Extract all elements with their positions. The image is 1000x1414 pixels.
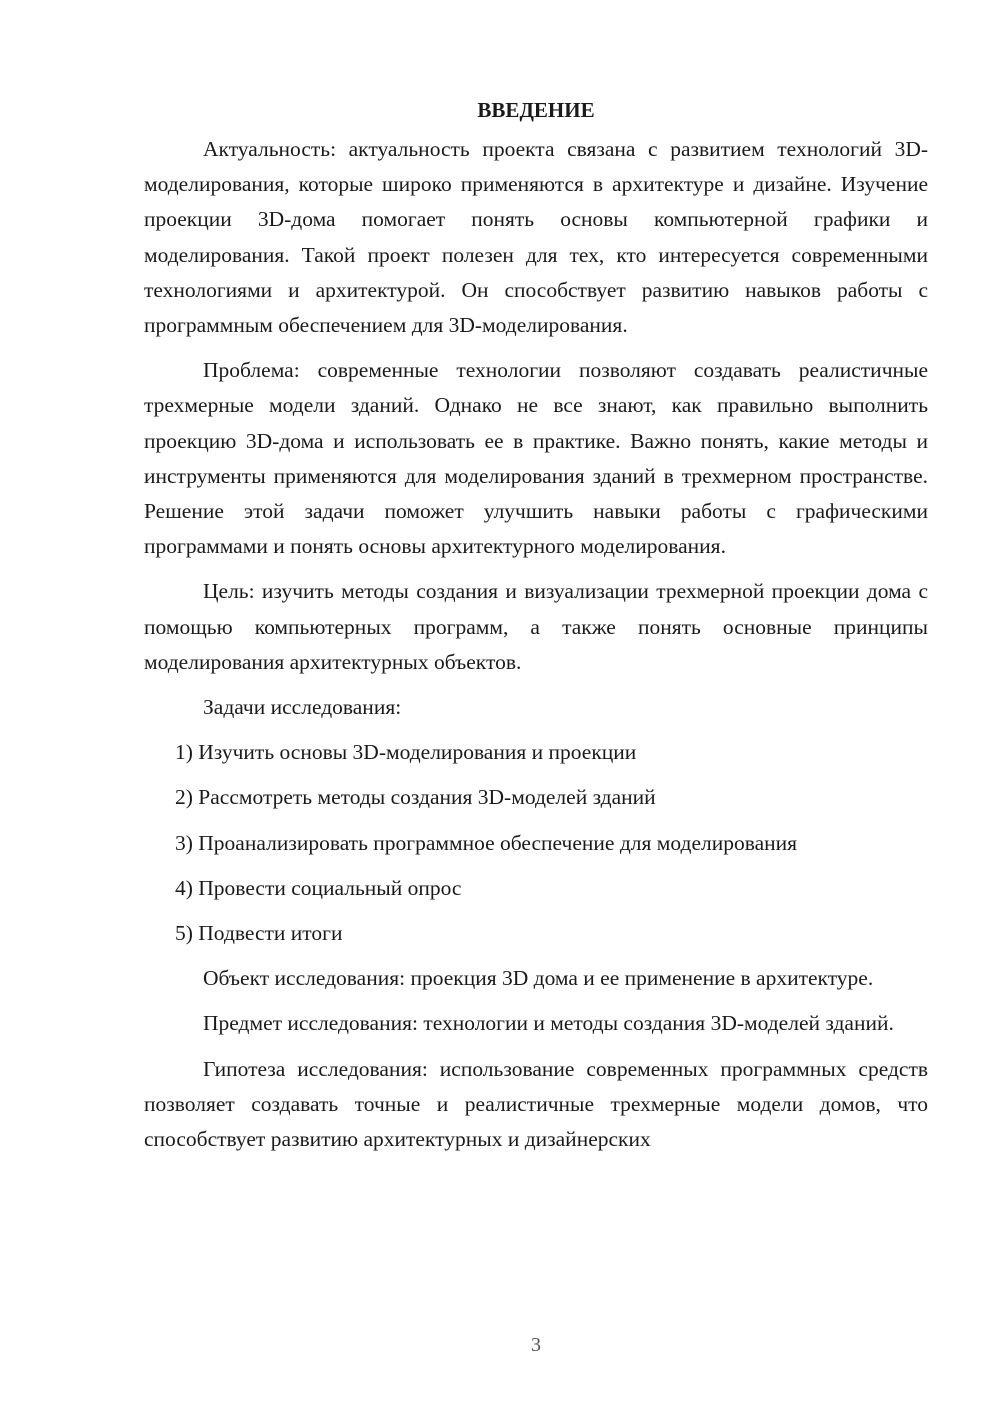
hypothesis-paragraph: Гипотеза исследования: использование современных программных средств позволяет создавать точные и реалистичные трехмерные модели домов, что способствует развитию архитектурных и дизайнерских (144, 1056, 928, 1152)
goal-paragraph: Цель: изучить методы создания и визуализации трехмерной проекции дома с помощью компьютерных программ, а также понять основные принципы моделирования архитектурных объектов. (144, 579, 928, 674)
list-item: 3) Проанализировать программное обеспечение для моделирования (175, 830, 798, 855)
list-item: 4) Провести социальный опрос (175, 875, 462, 900)
list-item: 5) Подвести итоги (175, 921, 343, 946)
relevance-paragraph: Актуальность: актуальность проекта связана с развитием технологий 3D-моделирования, которые широко применяются в архитектуре и дизайне. Изучение проекции 3D-дома помогает понять основы компьютерной графики и моделирования. Такой проект полезен для тех, кто интересуется современными технологиями и архитектурой. Он способствует развитию навыков работы с программным обеспечением для 3D-моделирования. (144, 137, 928, 338)
problem-paragraph: Проблема: современные технологии позволяют создавать реалистичные трехмерные модели зданий. Однако не все знают, как правильно выполнить проекцию 3D-дома и использовать ее в практике. Важно понять, какие методы и инструменты применяются для моделирования зданий в трехмерном пространстве. Решение этой задачи поможет улучшить навыки работы с графическими программами и понять основы архитектурного моделирования. (144, 358, 928, 559)
tasks-heading: Задачи исследования: (203, 695, 402, 720)
section-heading: ВВЕДЕНИЕ (477, 98, 595, 122)
tasks-list (144, 735, 928, 951)
page-number: 3 (531, 1334, 541, 1356)
list-item: 1) Изучить основы 3D-моделирования и проекции (175, 740, 637, 765)
document-page (144, 96, 928, 1157)
subject-paragraph: Предмет исследования: технологии и методы создания 3D-моделей зданий. (203, 1011, 894, 1036)
object-paragraph: Объект исследования: проекция 3D дома и ее применение в архитектуре. (203, 966, 874, 991)
list-item: 2) Рассмотреть методы создания 3D-моделей зданий (175, 785, 656, 810)
